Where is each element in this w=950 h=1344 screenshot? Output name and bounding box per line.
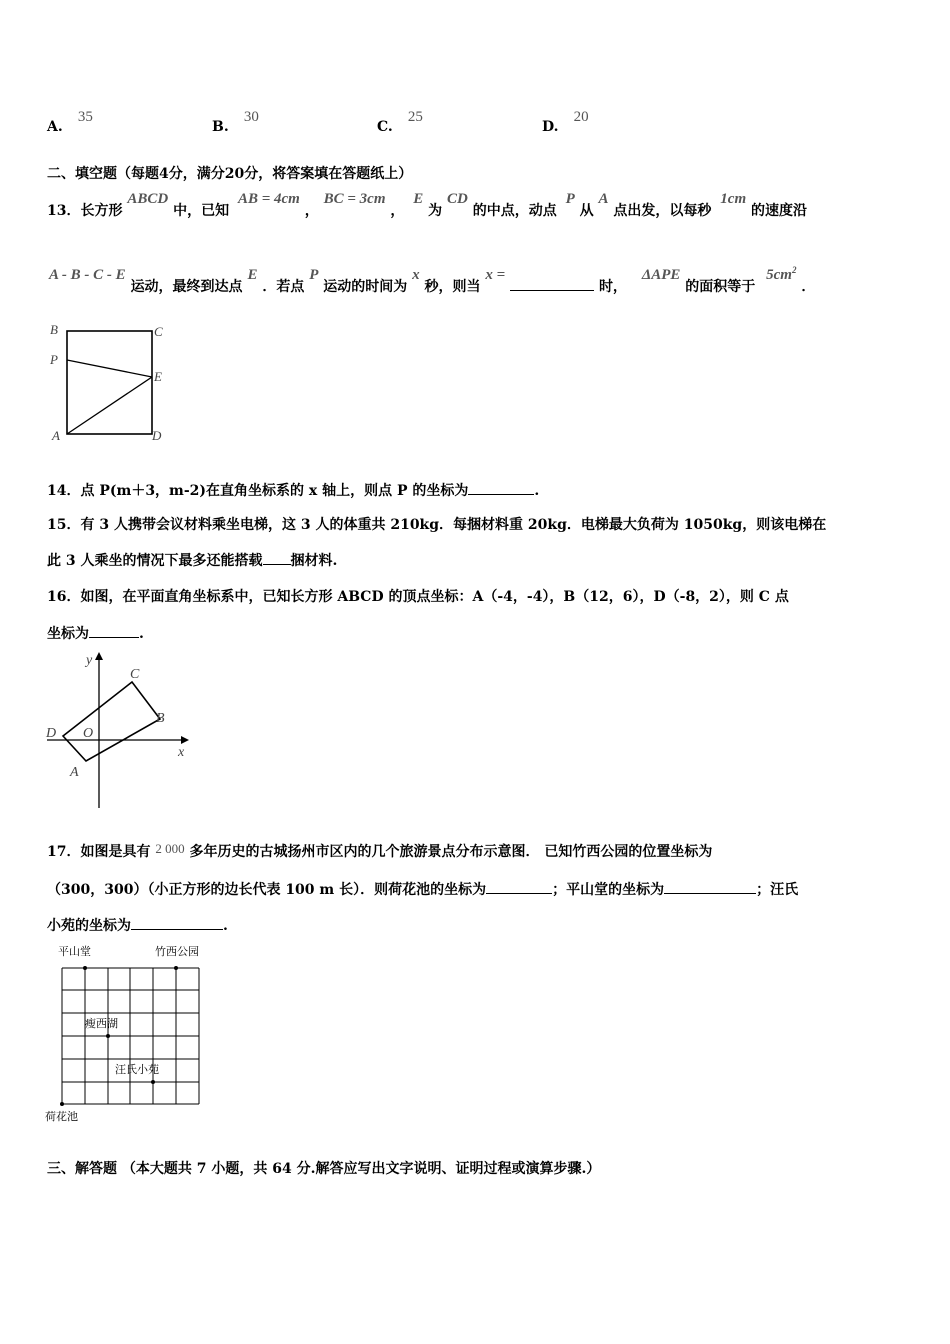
q14 bbox=[47, 480, 539, 500]
q13-line2 bbox=[49, 264, 816, 295]
q13-m3: BC = 3cm bbox=[323, 191, 386, 207]
q15-line2b: 捆材料. bbox=[290, 553, 338, 569]
q13-m9: A - B - C - E bbox=[49, 267, 126, 283]
q16-line2-text: 坐标为 bbox=[47, 626, 89, 642]
q13-m2: AB = 4cm bbox=[237, 191, 300, 207]
option-c bbox=[377, 106, 423, 135]
q17-line2b: ；平山堂的坐标为 bbox=[552, 882, 665, 898]
q13-m15 bbox=[766, 267, 796, 283]
q17-line3a: 小苑的坐标为 bbox=[47, 918, 131, 934]
map-grid bbox=[62, 968, 199, 1104]
q17-line1b: 多年历史的古城扬州市区内的几个旅游景点分布示意图． 已知竹西公园的位置坐标为 bbox=[189, 844, 713, 860]
q13-t4: 为 bbox=[428, 203, 443, 219]
fig16-label-y: y bbox=[86, 653, 93, 668]
q17-wangshi-blank[interactable] bbox=[131, 917, 223, 930]
map-label-pingshan: 平山堂 bbox=[58, 945, 91, 958]
q13-m12: x bbox=[412, 267, 420, 283]
option-b-value: 30 bbox=[243, 109, 259, 125]
map-label-wangshi: 汪氏小苑 bbox=[115, 1063, 159, 1076]
fig13-label-e: E bbox=[154, 369, 162, 384]
q13-m8: 1cm bbox=[720, 191, 747, 207]
q13-t13: 时， bbox=[598, 279, 627, 295]
q17-line2 bbox=[47, 879, 798, 899]
option-b bbox=[212, 106, 259, 135]
option-c-letter: C. bbox=[377, 119, 393, 135]
map-label-hehua: 荷花池 bbox=[45, 1110, 78, 1122]
q13-t9: 运动，最终到达点 bbox=[130, 279, 243, 295]
option-d-letter: D. bbox=[542, 119, 559, 135]
q17-line2c: ；汪氏 bbox=[756, 882, 799, 898]
q17-pingshan-blank[interactable] bbox=[664, 881, 756, 894]
fig16-label-b: B bbox=[156, 711, 165, 726]
option-a bbox=[47, 106, 93, 135]
q13-t11: 运动的时间为 bbox=[323, 279, 408, 295]
section3-title: 三、解答题 （本大题共 7 小题，共 64 分.解答应写出文字说明、证明过程或演算步骤.） bbox=[47, 1161, 601, 1177]
option-c-value: 25 bbox=[407, 109, 423, 125]
q16-line1: 16．如图，在平面直角坐标系中，已知长方形 ABCD 的顶点坐标：A（-4，-4），B（12，6），D（-8，2），则 C 点 bbox=[47, 589, 789, 605]
map-label-zhuxi: 竹西公园 bbox=[155, 945, 199, 958]
map-label-shouxi: 瘦西湖 bbox=[85, 1017, 118, 1030]
fig16-label-d: D bbox=[46, 726, 57, 741]
q13-m10: E bbox=[247, 267, 258, 283]
q14-text: 14．点 P(m＋3，m-2)在直角坐标系的 x 轴上，则点 P 的坐标为 bbox=[47, 483, 469, 499]
fig16-label-c: C bbox=[130, 667, 140, 682]
q17-line1a: 17．如图是具有 bbox=[47, 844, 151, 860]
option-a-letter: A. bbox=[47, 119, 63, 135]
q17-hehua-blank[interactable] bbox=[486, 881, 552, 894]
q13-num: 13．长方形 bbox=[47, 203, 123, 219]
fig13-label-b: B bbox=[50, 322, 58, 337]
fig13-label-p: P bbox=[50, 352, 58, 367]
q13-t8: 的速度沿 bbox=[751, 203, 807, 219]
option-d bbox=[542, 106, 589, 135]
q17-line3 bbox=[47, 915, 228, 935]
q13-t15: ． bbox=[801, 279, 816, 295]
fig13-label-a: A bbox=[52, 428, 60, 443]
q15-answer-blank[interactable] bbox=[263, 552, 291, 565]
fig16-label-x: x bbox=[178, 745, 185, 760]
q13-t3: ， bbox=[390, 203, 405, 219]
q17-line1num: 2 000 bbox=[155, 841, 185, 856]
q13-figure bbox=[44, 318, 174, 446]
q14-end: . bbox=[534, 483, 540, 499]
option-b-letter: B. bbox=[212, 119, 229, 135]
q17-line1 bbox=[47, 841, 712, 861]
q13-m7: A bbox=[598, 191, 609, 207]
q13-m1: ABCD bbox=[127, 191, 169, 207]
q13-t14: 的面积等于 bbox=[685, 279, 756, 295]
q13-t2: ， bbox=[304, 203, 319, 219]
q13-m14: ΔAPE bbox=[641, 267, 681, 283]
q16-line2 bbox=[47, 623, 144, 643]
q15-line2 bbox=[47, 550, 337, 570]
q13-m11: P bbox=[309, 267, 319, 283]
fig16-label-o: O bbox=[83, 726, 94, 741]
option-d-value: 20 bbox=[573, 109, 589, 125]
q13-t1: 中，已知 bbox=[173, 203, 230, 219]
q13-t7: 点出发，以每秒 bbox=[613, 203, 712, 219]
q13-line1 bbox=[47, 188, 807, 219]
option-a-value: 35 bbox=[77, 109, 93, 125]
q16-answer-blank[interactable] bbox=[89, 625, 139, 638]
q13-t5: 的中点，动点 bbox=[472, 203, 557, 219]
q13-answer-blank[interactable] bbox=[510, 278, 594, 291]
q17-map bbox=[44, 940, 214, 1122]
q16-figure bbox=[44, 648, 194, 810]
fig13-label-d: D bbox=[152, 428, 162, 443]
fig16-label-a: A bbox=[70, 765, 79, 780]
q16-end: . bbox=[139, 626, 144, 642]
q13-t6: 从 bbox=[579, 203, 594, 219]
q13-t12: 秒，则当 bbox=[424, 279, 481, 295]
q15-line2a: 此 3 人乘坐的情况下最多还能搭载 bbox=[47, 553, 263, 569]
q17-line3b: . bbox=[223, 918, 228, 934]
section2-title: 二、填空题（每题4分，满分20分，将答案填在答题纸上） bbox=[47, 166, 413, 182]
q17-line2a: （300，300）（小正方形的边长代表 100 m 长）．则荷花池的坐标为 bbox=[47, 882, 487, 898]
q13-m15-sup: 2 bbox=[791, 265, 797, 275]
q13-m13: x = bbox=[485, 267, 506, 283]
q13-m4: E bbox=[413, 191, 424, 207]
q14-answer-blank[interactable] bbox=[468, 482, 534, 495]
q13-m5: CD bbox=[447, 191, 468, 207]
q13-m6: P bbox=[565, 191, 575, 207]
fig13-label-c: C bbox=[154, 324, 163, 339]
q15-line1: 15．有 3 人携带会议材料乘坐电梯，这 3 人的体重共 210kg．每捆材料重 20kg．电梯最大负荷为 1050kg，则该电梯在 bbox=[47, 517, 827, 533]
q13-m15-base: 5cm bbox=[766, 267, 792, 283]
q13-t10: ．若点 bbox=[262, 279, 305, 295]
